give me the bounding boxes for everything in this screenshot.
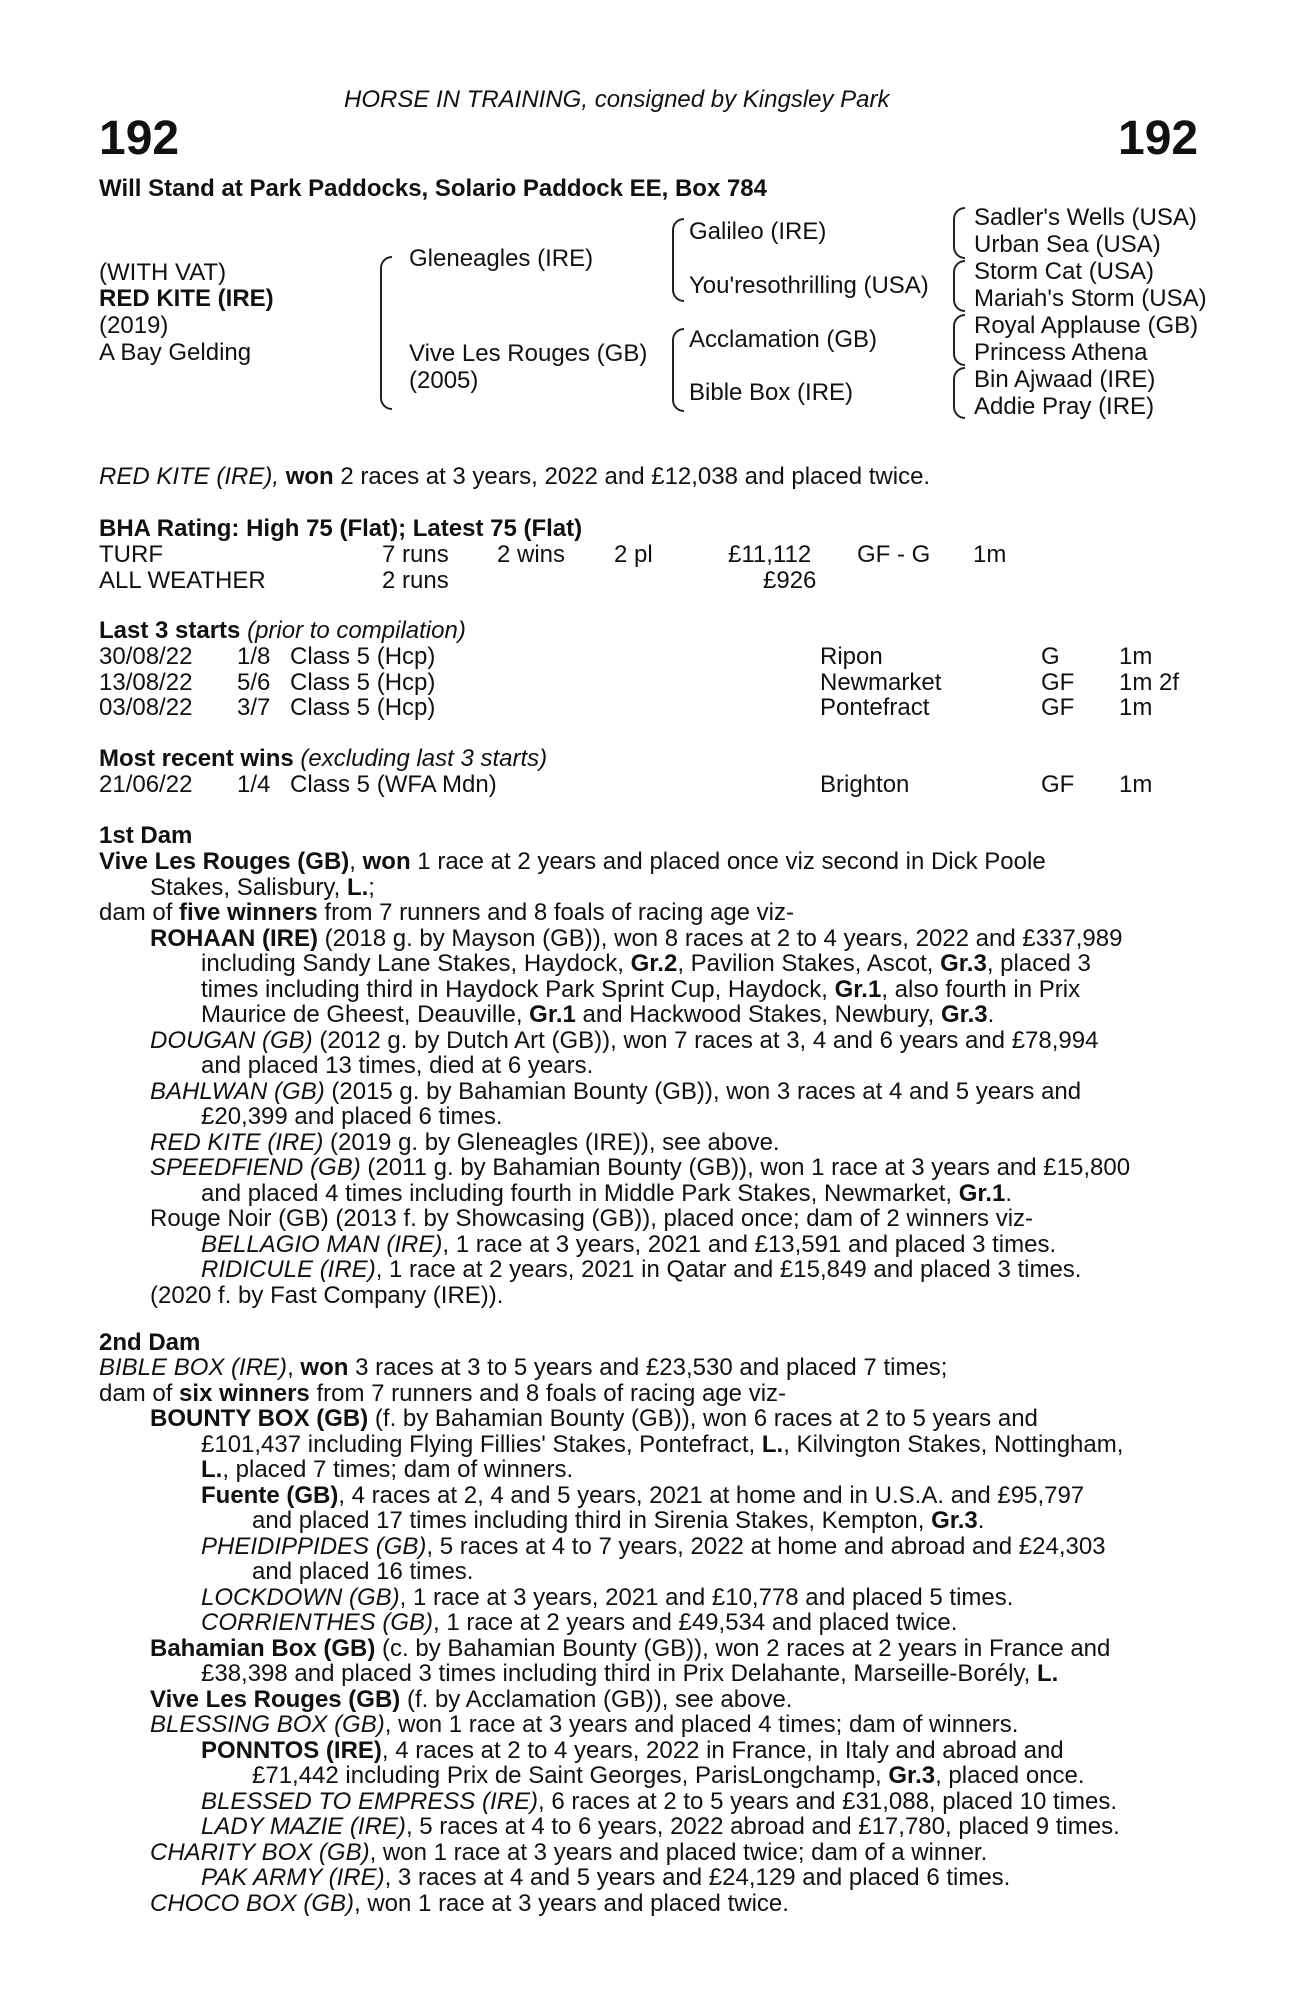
granddam-2: Bible Box (IRE)	[689, 379, 854, 406]
first-dam-heading: 1st Dam	[99, 822, 193, 849]
first-dam-entry: ROHAAN (IRE) (2018 g. by Mayson (GB)), won 8 races at 2 to 4 years, 2022 and £337,989 including Sandy Lane Stakes, Haydock, Gr.2, Pavilion Stakes, Ascot, Gr.3, placed 3 times including third in Haydock Park Sprint Cup, Haydock, Gr.1, also fourth in Prix Maurice de Gheest, Deauville, Gr.1 and Hackwood Stakes, Newbury, Gr.3.	[150, 924, 1123, 1028]
grandsire-2: Acclamation (GB)	[689, 326, 878, 353]
last-start-going: GF	[1041, 668, 1075, 696]
last-start-course: Pontefract	[820, 694, 930, 721]
last-start-date: 30/08/22	[99, 643, 193, 670]
great-grandparent: Mariah's Storm (USA)	[974, 285, 1207, 312]
pedigree-brace	[380, 256, 392, 410]
second-dam-entry: dam of six winners from 7 runners and 8 foals of racing age viz-	[99, 1379, 787, 1407]
last-start-date: 13/08/22	[99, 668, 193, 696]
second-dam-entry: LOCKDOWN (GB), 1 race at 3 years, 2021 and £10,778 and placed 5 times.	[201, 1583, 1014, 1611]
last-starts-title: Last 3 starts	[99, 617, 241, 644]
last-start-going: GF	[1041, 694, 1075, 721]
pedigree-brace	[953, 314, 965, 366]
first-dam-entry: dam of five winners from 7 runners and 8 foals of racing age viz-	[99, 899, 795, 926]
last-start-course: Ripon	[820, 643, 883, 670]
first-dam-entry: RED KITE (IRE) (2019 g. by Gleneagles (IRE)), see above.	[150, 1128, 780, 1156]
rating-surface: ALL WEATHER	[99, 567, 266, 594]
vat-note: (WITH VAT)	[99, 259, 227, 286]
last-start-dist: 1m 2f	[1119, 668, 1180, 696]
rating-prize: £926	[763, 567, 817, 594]
recent-win-date: 21/06/22	[99, 771, 193, 798]
first-dam-entry: Vive Les Rouges (GB), won 1 race at 2 years and placed once viz second in Dick Poole Stakes, Salisbury, L.;	[99, 848, 1046, 901]
great-grandparent: Storm Cat (USA)	[974, 258, 1155, 285]
last-starts-note: (prior to compilation)	[247, 617, 466, 644]
summary-won: won	[285, 463, 334, 490]
second-dam-entry: BLESSED TO EMPRESS (IRE), 6 races at 2 to 5 years and £31,088, placed 10 times.	[201, 1787, 1118, 1815]
great-grandparent: Sadler's Wells (USA)	[974, 204, 1197, 231]
dam-year: (2005)	[409, 367, 479, 394]
stable-location: Will Stand at Park Paddocks, Solario Paddock EE, Box 784	[99, 175, 768, 202]
first-dam-entry: (2020 f. by Fast Company (IRE)).	[150, 1281, 504, 1309]
last-start-course: Newmarket	[820, 668, 942, 696]
great-grandparent: Urban Sea (USA)	[974, 231, 1161, 258]
last-start-pos: 3/7	[237, 694, 271, 721]
recent-win-course: Brighton	[820, 771, 910, 798]
last-start-pos: 1/8	[237, 643, 271, 670]
second-dam-entry: PONNTOS (IRE), 4 races at 2 to 4 years, 2022 in France, in Italy and abroad and £71,442 including Prix de Saint Georges, ParisLongchamp, Gr.3, placed once.	[201, 1736, 1085, 1789]
last-start-dist: 1m	[1119, 694, 1153, 721]
rating-placed: 2 pl	[614, 541, 653, 568]
pedigree-brace	[953, 207, 965, 259]
lot-number-right: 192	[1118, 112, 1199, 165]
rating-distance: 1m	[973, 541, 1007, 568]
second-dam-entry: Fuente (GB), 4 races at 2, 4 and 5 years, 2021 at home and in U.S.A. and £95,797 and placed 17 times including third in Sirenia Stakes, Kempton, Gr.3.	[201, 1481, 1085, 1534]
summary-text: 2 races at 3 years, 2022 and £12,038 and placed twice.	[340, 463, 931, 490]
last-start-going: G	[1041, 643, 1060, 670]
recent-win-dist: 1m	[1119, 771, 1153, 798]
last-start-class: Class 5 (Hcp)	[290, 643, 436, 670]
second-dam-entry: CORRIENTHES (GB), 1 race at 2 years and £49,534 and placed twice.	[201, 1609, 958, 1636]
great-grandparent: Royal Applause (GB)	[974, 312, 1199, 339]
rating-heading: BHA Rating: High 75 (Flat); Latest 75 (Flat)	[99, 515, 583, 542]
dam-name: Vive Les Rouges (GB)	[409, 340, 648, 367]
granddam-1: You'resothrilling (USA)	[689, 272, 929, 299]
second-dam-heading: 2nd Dam	[99, 1329, 201, 1356]
lot-number-left: 192	[99, 112, 180, 165]
recent-wins-title: Most recent wins	[99, 745, 294, 772]
recent-wins-note: (excluding last 3 starts)	[300, 745, 548, 772]
last-start-class: Class 5 (Hcp)	[290, 694, 436, 721]
pedigree-brace	[672, 328, 684, 412]
last-start-dist: 1m	[1119, 643, 1153, 670]
summary-horse-name: RED KITE (IRE),	[99, 463, 280, 490]
last-start-date: 03/08/22	[99, 694, 193, 721]
first-dam-entry: Rouge Noir (GB) (2013 f. by Showcasing (GB)), placed once; dam of 2 winners viz-	[150, 1205, 1034, 1232]
race-summary	[99, 464, 930, 490]
great-grandparent: Addie Pray (IRE)	[974, 393, 1155, 420]
first-dam-entry: DOUGAN (GB) (2012 g. by Dutch Art (GB)), won 7 races at 3, 4 and 6 years and £78,994 and placed 13 times, died at 6 years.	[150, 1026, 1099, 1079]
last-start-class: Class 5 (Hcp)	[290, 668, 436, 696]
first-dam-entry: RIDICULE (IRE), 1 race at 2 years, 2021 in Qatar and £15,849 and placed 3 times.	[201, 1256, 1082, 1283]
rating-wins: 2 wins	[497, 541, 566, 568]
pedigree-brace	[672, 218, 684, 302]
first-dam-entry: BELLAGIO MAN (IRE), 1 race at 3 years, 2021 and £13,591 and placed 3 times.	[201, 1230, 1057, 1258]
rating-surface: TURF	[99, 541, 163, 568]
first-dam-entry: SPEEDFIEND (GB) (2011 g. by Bahamian Bounty (GB)), won 1 race at 3 years and £15,800 and placed 4 times including fourth in Middle Park Stakes, Newmarket, Gr.1.	[150, 1154, 1131, 1207]
pedigree-brace	[953, 367, 965, 419]
recent-win-class: Class 5 (WFA Mdn)	[290, 771, 497, 798]
rating-runs: 7 runs	[382, 541, 449, 568]
last-starts-heading	[99, 618, 466, 644]
recent-wins-heading	[99, 746, 547, 772]
second-dam-body	[99, 1355, 1205, 1916]
pedigree-brace	[953, 260, 965, 312]
rating-going: GF - G	[857, 541, 931, 568]
second-dam-entry: PHEIDIPPIDES (GB), 5 races at 4 to 7 years, 2022 at home and abroad and £24,303 and placed 16 times.	[201, 1532, 1106, 1585]
second-dam-entry: BIBLE BOX (IRE), won 3 races at 3 to 5 years and £23,530 and placed 7 times;	[99, 1354, 948, 1381]
second-dam-entry: CHARITY BOX (GB), won 1 race at 3 years and placed twice; dam of a winner.	[150, 1838, 988, 1866]
horse-description: A Bay Gelding	[99, 339, 252, 366]
second-dam-entry: Vive Les Rouges (GB) (f. by Acclamation (GB)), see above.	[150, 1685, 793, 1713]
great-grandparent: Princess Athena	[974, 339, 1148, 366]
page-subtitle: HORSE IN TRAINING, consigned by Kingsley Park	[344, 86, 890, 113]
second-dam-entry: BOUNTY BOX (GB) (f. by Bahamian Bounty (GB)), won 6 races at 2 to 5 years and £101,437 including Flying Fillies' Stakes, Pontefract, L., Kilvington Stakes, Nottingham, L., placed 7 times; dam of winners.	[150, 1405, 1124, 1483]
horse-name: RED KITE (IRE)	[99, 285, 274, 312]
last-start-pos: 5/6	[237, 668, 271, 696]
second-dam-entry: LADY MAZIE (IRE), 5 races at 4 to 6 years, 2022 abroad and £17,780, placed 9 times.	[201, 1813, 1120, 1840]
recent-win-pos: 1/4	[237, 771, 271, 798]
first-dam-body	[99, 849, 1205, 1308]
second-dam-entry: BLESSING BOX (GB), won 1 race at 3 years and placed 4 times; dam of winners.	[150, 1711, 1019, 1738]
foaling-year: (2019)	[99, 312, 169, 339]
second-dam-entry: CHOCO BOX (GB), won 1 race at 3 years and placed twice.	[150, 1889, 789, 1917]
first-dam-entry: BAHLWAN (GB) (2015 g. by Bahamian Bounty (GB)), won 3 races at 4 and 5 years and £20,399 and placed 6 times.	[150, 1077, 1082, 1130]
rating-prize: £11,112	[728, 541, 812, 568]
second-dam-entry: PAK ARMY (IRE), 3 races at 4 and 5 years and £24,129 and placed 6 times.	[201, 1864, 1011, 1891]
second-dam-entry: Bahamian Box (GB) (c. by Bahamian Bounty (GB)), won 2 races at 2 years in France and £38,398 and placed 3 times including third in Prix Delahante, Marseille-Borély, L.	[150, 1634, 1111, 1687]
grandsire-1: Galileo (IRE)	[689, 218, 827, 245]
great-grandparent: Bin Ajwaad (IRE)	[974, 366, 1156, 393]
sire-name: Gleneagles (IRE)	[409, 245, 594, 272]
rating-runs: 2 runs	[382, 567, 449, 594]
recent-win-going: GF	[1041, 771, 1075, 798]
